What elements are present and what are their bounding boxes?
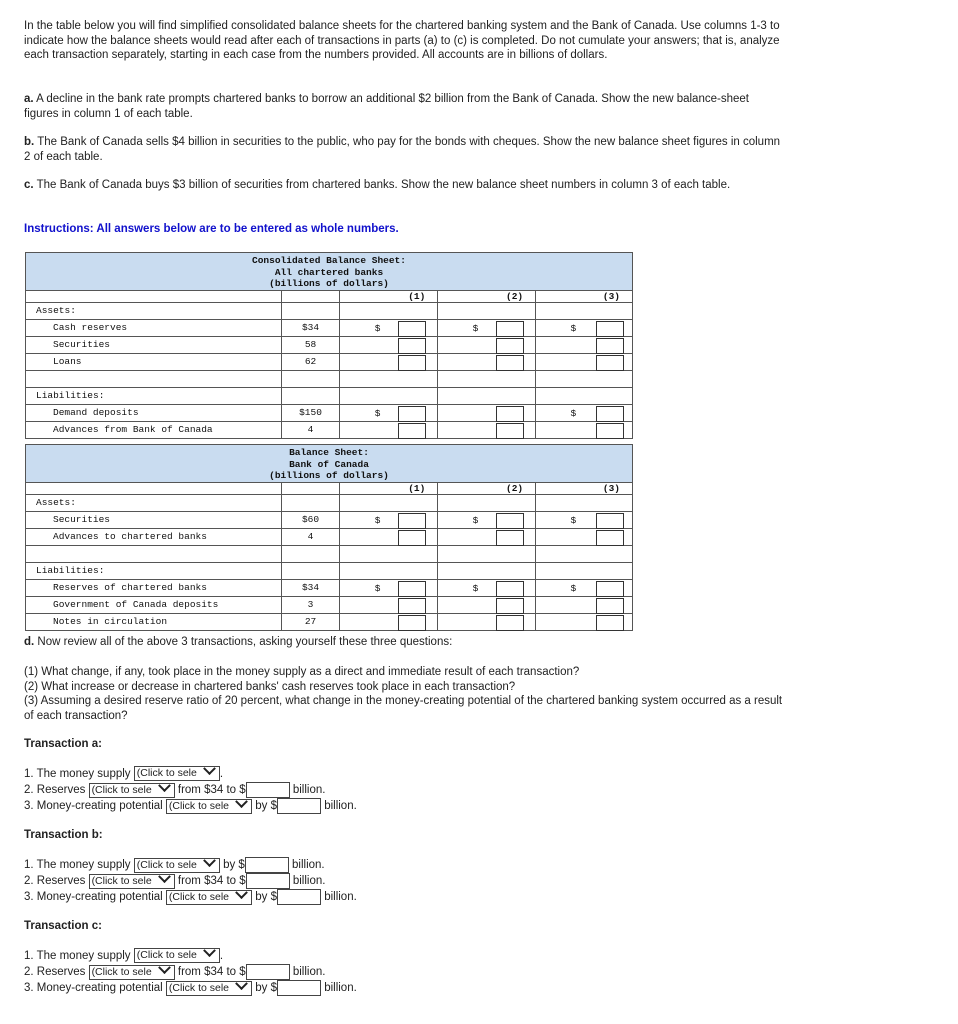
chevron-down-icon <box>203 763 216 776</box>
ta-reserves-select[interactable]: (Click to sele <box>89 783 175 798</box>
tc-potential-select[interactable]: (Click to sele <box>166 981 252 996</box>
tb-reserves-select[interactable]: (Click to sele <box>89 874 175 889</box>
tb-potential-select[interactable]: (Click to sele <box>166 890 252 905</box>
transaction-b-title: Transaction b: <box>24 829 103 841</box>
col-2-header: (2) <box>438 290 536 302</box>
intro-paragraph: In the table below you will find simplified consolidated balance sheets for the chartered banking system and the Bank of Canada. Use columns 1-3 to indicate how the balance sheets would read after each of transactions in parts (a) to (c) is completed. Do not cumulate your answers; that is, analyze each transaction separately, starting in each case from the numbers provided. All accounts are in billions of dollars. <box>24 20 780 61</box>
tc-line-3: 3. Money-creating potential (Click to sele by $ billion. <box>24 980 357 996</box>
cash-reserves-label: Cash reserves <box>26 319 282 336</box>
tc-reserves-select[interactable]: (Click to sele <box>89 965 175 980</box>
assets-label: Assets: <box>26 494 282 511</box>
notes-value: 27 <box>281 613 340 630</box>
question-3: (3) Assuming a desired reserve ratio of 20 percent, what change in the money-creating potential of the chartered banking system occurred as a result of each transaction? <box>24 695 783 722</box>
part-a <box>24 92 784 121</box>
part-c-label: c. <box>24 179 34 191</box>
t2-adv-col2-input[interactable] <box>496 530 524 546</box>
loans-value: 62 <box>281 353 340 370</box>
t2-gov-col2-input[interactable] <box>496 598 524 614</box>
t1-cash-col3-input[interactable] <box>596 321 624 337</box>
securities-label: Securities <box>26 336 282 353</box>
table1-title: Consolidated Balance Sheet: All chartered banks (billions of dollars) <box>26 253 633 291</box>
t2-sec-col1-input[interactable] <box>398 513 426 529</box>
instructions: Instructions: All answers below are to be entered as whole numbers. <box>24 223 399 235</box>
t2-res-col1-input[interactable] <box>398 581 426 597</box>
t1-adv-col3-input[interactable] <box>596 423 624 439</box>
col-3-header: (3) <box>536 482 633 494</box>
t1-loans-col2-input[interactable] <box>496 355 524 371</box>
reserves-value: $34 <box>281 579 340 596</box>
chevron-down-icon <box>203 854 216 867</box>
tb-line-1: 1. The money supply (Click to sele by $ billion. <box>24 857 325 873</box>
tc-money-supply-select[interactable]: (Click to sele <box>134 948 220 963</box>
t2-gov-col1-input[interactable] <box>398 598 426 614</box>
col-3-header: (3) <box>536 290 633 302</box>
t2-sec-col2-input[interactable] <box>496 513 524 529</box>
ta-money-supply-select[interactable]: (Click to sele <box>134 766 220 781</box>
notes-label: Notes in circulation <box>26 613 282 630</box>
col-1-header: (1) <box>340 290 438 302</box>
t1-cash-col1-input[interactable] <box>398 321 426 337</box>
t1-adv-col1-input[interactable] <box>398 423 426 439</box>
question-1: (1) What change, if any, took place in the money supply as a direct and immediate result of each transaction? <box>24 666 580 678</box>
t2-notes-col1-input[interactable] <box>398 615 426 631</box>
part-c-text: The Bank of Canada buys $3 billion of securities from chartered banks. Show the new balance sheet numbers in column 3 of each table. <box>33 179 731 191</box>
t1-cash-col2-input[interactable] <box>496 321 524 337</box>
gov-deposits-value: 3 <box>281 596 340 613</box>
t2-res-col2-input[interactable] <box>496 581 524 597</box>
demand-deposits-value: $150 <box>281 404 340 421</box>
demand-deposits-label: Demand deposits <box>26 404 282 421</box>
liabilities-label: Liabilities: <box>26 562 282 579</box>
ta-potential-select[interactable]: (Click to sele <box>166 799 252 814</box>
col-2-header: (2) <box>438 482 536 494</box>
t1-loans-col1-input[interactable] <box>398 355 426 371</box>
tb-line-3: 3. Money-creating potential (Click to sele by $ billion. <box>24 889 357 905</box>
part-b-text: The Bank of Canada sells $4 billion in securities to the public, who pay for the bonds with cheques. Show the new balance sheet figures in column 2 of each table. <box>24 136 781 163</box>
advances-to-banks-value: 4 <box>281 528 340 545</box>
boc-securities-value: $60 <box>281 511 340 528</box>
t1-dd-col2-input[interactable] <box>496 406 524 422</box>
transaction-c-title: Transaction c: <box>24 920 102 932</box>
part-c <box>24 178 784 193</box>
table2-title: Balance Sheet: Bank of Canada (billions of dollars) <box>26 445 633 483</box>
ta-reserves-input[interactable] <box>246 782 290 798</box>
bank-of-canada-balance-sheet: Balance Sheet: Bank of Canada (billions of dollars) (1) (2) (3) Assets: Securities $60 $ $ $ Advances to chartered banks 4 Liabilities: Reserves of chartered banks $34 $ $ $ Government of Canada deposits 3 Notes in circulation 27 <box>25 444 633 631</box>
t2-adv-col1-input[interactable] <box>398 530 426 546</box>
chartered-banks-balance-sheet: Consolidated Balance Sheet: All chartered banks (billions of dollars) (1) (2) (3) Assets: Cash reserves $34 $ $ $ Securities 58 Loans 62 Liabilities: Demand deposits $150 $ $ Advances from Bank of Canada 4 <box>25 252 633 439</box>
part-b <box>24 135 784 164</box>
ta-potential-input[interactable] <box>277 798 321 814</box>
ta-line-2: 2. Reserves (Click to sele from $34 to $ billion. <box>24 782 325 798</box>
questions <box>24 665 784 723</box>
tb-money-supply-input[interactable] <box>245 857 289 873</box>
tb-line-2: 2. Reserves (Click to sele from $34 to $ billion. <box>24 873 325 889</box>
t1-sec-col2-input[interactable] <box>496 338 524 354</box>
t2-notes-col2-input[interactable] <box>496 615 524 631</box>
boc-securities-label: Securities <box>26 511 282 528</box>
part-a-label: a. <box>24 93 34 105</box>
t2-res-col3-input[interactable] <box>596 581 624 597</box>
part-d-text: Now review all of the above 3 transactions, asking yourself these three questions: <box>34 636 453 648</box>
assets-label: Assets: <box>26 302 282 319</box>
advances-value: 4 <box>281 421 340 438</box>
liabilities-label: Liabilities: <box>26 387 282 404</box>
cash-reserves-value: $34 <box>281 319 340 336</box>
gov-deposits-label: Government of Canada deposits <box>26 596 282 613</box>
part-d-label: d. <box>24 636 35 648</box>
tc-line-2: 2. Reserves (Click to sele from $34 to $ billion. <box>24 964 325 980</box>
t1-sec-col3-input[interactable] <box>596 338 624 354</box>
col-1-header: (1) <box>340 482 438 494</box>
chevron-down-icon <box>203 945 216 958</box>
securities-value: 58 <box>281 336 340 353</box>
tb-reserves-input[interactable] <box>246 873 290 889</box>
t1-dd-col3-input[interactable] <box>596 406 624 422</box>
t2-gov-col3-input[interactable] <box>596 598 624 614</box>
loans-label: Loans <box>26 353 282 370</box>
question-2: (2) What increase or decrease in chartered banks' cash reserves took place in each transaction? <box>24 680 516 693</box>
advances-label: Advances from Bank of Canada <box>26 421 282 438</box>
tc-potential-input[interactable] <box>277 980 321 996</box>
part-d <box>24 635 784 650</box>
advances-to-banks-label: Advances to chartered banks <box>26 528 282 545</box>
transaction-a-title: Transaction a: <box>24 738 102 750</box>
ta-line-1: 1. The money supply (Click to sele . <box>24 766 223 782</box>
t2-adv-col3-input[interactable] <box>596 530 624 546</box>
tb-money-supply-select[interactable]: (Click to sele <box>134 858 220 873</box>
part-a-text: A decline in the bank rate prompts chartered banks to borrow an additional $2 billion from the Bank of Canada. Show the new balance-sheet figures in column 1 of each table. <box>24 93 749 120</box>
tc-reserves-input[interactable] <box>246 964 290 980</box>
tb-potential-input[interactable] <box>277 889 321 905</box>
t1-dd-col1-input[interactable] <box>398 406 426 422</box>
part-b-label: b. <box>24 136 35 148</box>
reserves-label: Reserves of chartered banks <box>26 579 282 596</box>
t1-adv-col2-input[interactable] <box>496 423 524 439</box>
t2-sec-col3-input[interactable] <box>596 513 624 529</box>
t2-notes-col3-input[interactable] <box>596 615 624 631</box>
tc-line-1: 1. The money supply (Click to sele . <box>24 948 223 964</box>
ta-line-3: 3. Money-creating potential (Click to sele by $ billion. <box>24 798 357 814</box>
t1-sec-col1-input[interactable] <box>398 338 426 354</box>
t1-loans-col3-input[interactable] <box>596 355 624 371</box>
